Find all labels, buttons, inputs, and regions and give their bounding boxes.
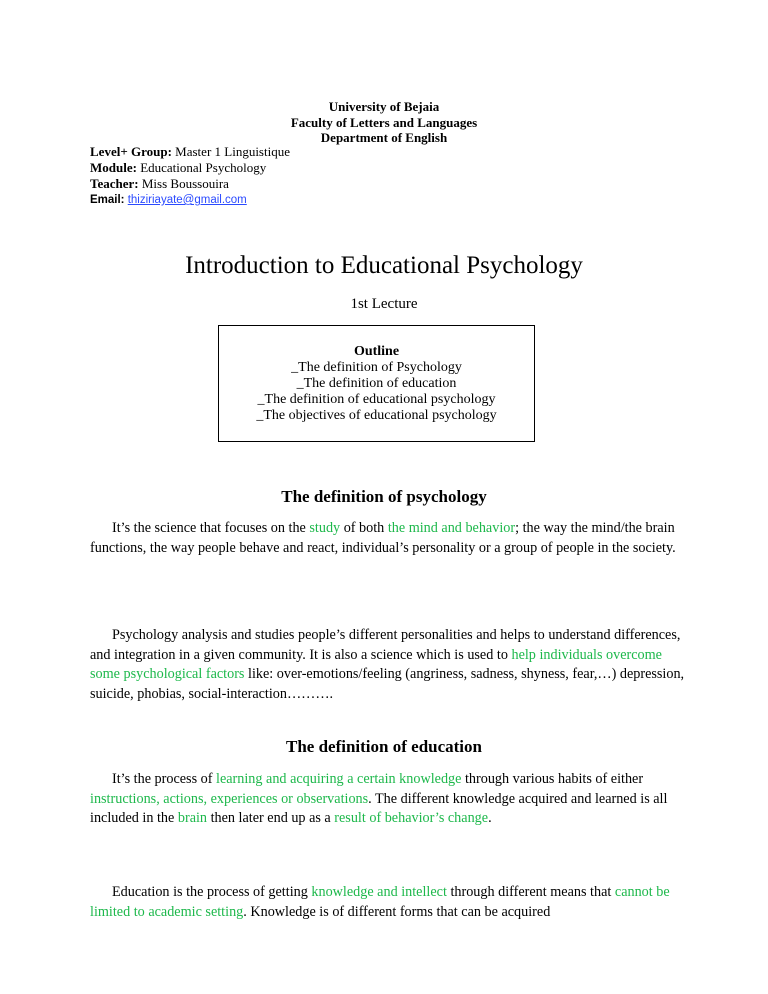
outline-item: _The definition of Psychology: [291, 360, 462, 375]
email-line: [90, 193, 247, 207]
text-run: through different means that: [446, 884, 615, 900]
outline-heading: Outline: [353, 344, 400, 359]
psychology-paragraph-2: [90, 626, 690, 704]
highlight-text: the mind and behavior: [387, 520, 516, 536]
level-value: Master 1 Linguistique: [171, 144, 290, 159]
faculty-name: Faculty of Letters and Languages: [290, 115, 478, 130]
highlight-text: brain: [177, 810, 208, 826]
text-run: like: over-emotions/feeling (angriness, sadness, shyness, fear,…) depression, suicide, phobias, social-interaction……….: [90, 666, 685, 702]
text-run: .: [488, 810, 492, 826]
education-paragraph-1: [90, 770, 690, 829]
module-value: Educational Psychology: [136, 160, 267, 175]
outline-box: [218, 325, 535, 442]
highlight-text: cannot be limited to academic setting: [90, 884, 670, 920]
education-heading: The definition of education: [286, 737, 482, 756]
highlight-text: help individuals overcome some psychological factors: [90, 646, 662, 682]
teacher-line: [90, 177, 229, 191]
level-line: [90, 145, 290, 159]
text-run: It’s the process of: [112, 771, 217, 787]
document-title: Introduction to Educational Psychology: [185, 252, 583, 279]
outline-item: _The definition of education: [296, 376, 457, 391]
level-label: Level+ Group:: [90, 144, 172, 159]
text-run: then later end up as a: [207, 810, 335, 826]
outline-item: _The definition of educational psychology: [257, 392, 496, 407]
text-run: Psychology analysis and studies people’s different personalities and helps to understand differences, and integration in a given community. It is also a science which is used to: [90, 627, 681, 663]
email-label: Email:: [90, 194, 125, 206]
text-run: It’s the science that focuses on the: [112, 520, 310, 536]
highlight-text: study: [309, 520, 341, 536]
outline-item: _The objectives of educational psychology: [256, 408, 497, 423]
highlight-text: knowledge and intellect: [311, 884, 447, 900]
university-name: University of Bejaia: [328, 99, 440, 114]
highlight-text: result of behavior’s change: [334, 810, 489, 826]
text-run: . The different knowledge acquired and learned is all included in the: [90, 790, 668, 826]
text-run: ; the way the mind/the brain functions, the way people behave and react, individual’s personality or a group of people in the society.: [90, 520, 676, 556]
teacher-label: Teacher:: [90, 176, 139, 191]
psychology-paragraph-1: [90, 519, 690, 558]
psychology-heading: The definition of psychology: [281, 487, 487, 506]
text-run: of both: [340, 520, 388, 536]
highlight-text: learning and acquiring a certain knowledge: [216, 771, 462, 787]
education-paragraph-2: [90, 883, 690, 922]
lecture-subtitle: 1st Lecture: [350, 296, 418, 312]
module-label: Module:: [90, 160, 137, 175]
text-run: Education is the process of getting: [112, 884, 312, 900]
module-line: [90, 161, 266, 175]
department-name: Department of English: [320, 130, 448, 145]
email-link[interactable]: thiziriayate@gmail.com: [127, 194, 247, 206]
text-run: through various habits of either: [461, 771, 644, 787]
text-run: . Knowledge is of different forms that can be acquired: [243, 903, 551, 920]
teacher-value: Miss Boussouira: [138, 176, 229, 191]
highlight-text: instructions, actions, experiences or observations: [90, 790, 369, 807]
